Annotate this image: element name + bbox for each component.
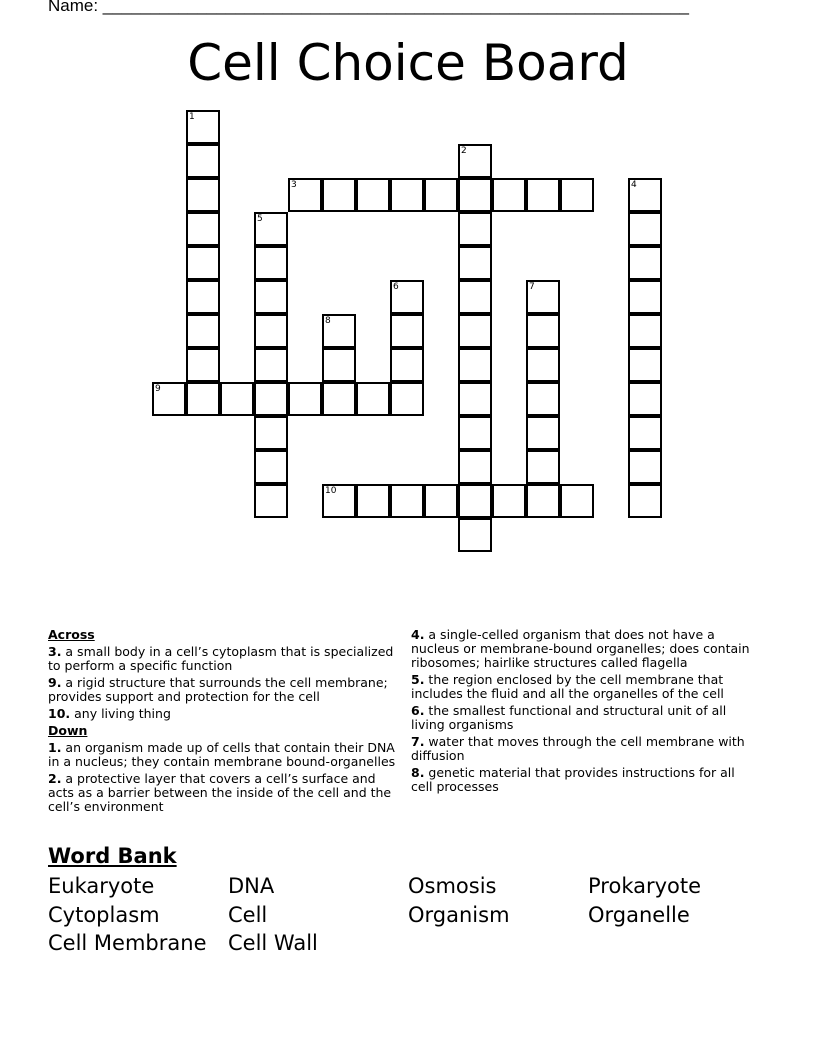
clue-down-1	[48, 741, 398, 769]
crossword-cell[interactable]	[254, 416, 288, 450]
word-bank-item: Prokaryote	[588, 874, 702, 898]
word-bank-item: Organelle	[588, 903, 690, 927]
crossword-cell[interactable]	[492, 178, 526, 212]
cell-number-label: 3	[291, 180, 297, 190]
word-bank-item: Cell Wall	[228, 931, 318, 955]
cell-number-label: 8	[325, 316, 331, 326]
crossword-cell[interactable]	[254, 246, 288, 280]
crossword-cell[interactable]	[356, 484, 390, 518]
cell-number-label: 1	[189, 112, 195, 122]
word-bank-item: Osmosis	[408, 874, 497, 898]
crossword-cell[interactable]	[458, 484, 492, 518]
cell-number-label: 9	[155, 384, 161, 394]
crossword-cell[interactable]	[458, 416, 492, 450]
crossword-cell[interactable]	[186, 144, 220, 178]
word-bank-item: Cell Membrane	[48, 931, 207, 955]
crossword-cell[interactable]	[322, 178, 356, 212]
crossword-cell[interactable]	[526, 450, 560, 484]
crossword-cell[interactable]	[424, 178, 458, 212]
clue-across-3	[48, 645, 398, 673]
clue-down-6	[411, 704, 756, 732]
crossword-cell[interactable]	[186, 348, 220, 382]
word-bank-item: Cell	[228, 903, 268, 927]
crossword-cell[interactable]	[254, 212, 288, 246]
crossword-cell[interactable]	[628, 450, 662, 484]
crossword-cell[interactable]	[390, 348, 424, 382]
clue-text: a protective layer that covers a cell’s surface and acts as a barrier between the inside of the cell and the cell’s environment	[48, 771, 392, 814]
crossword-cell[interactable]	[560, 484, 594, 518]
cell-number-label: 2	[461, 146, 467, 156]
crossword-cell[interactable]	[458, 450, 492, 484]
clue-text: water that moves through the cell membrane with diffusion	[411, 734, 745, 763]
crossword-cell[interactable]	[560, 178, 594, 212]
crossword-cell[interactable]	[322, 314, 356, 348]
crossword-cell[interactable]	[390, 314, 424, 348]
crossword-cell[interactable]	[254, 484, 288, 518]
word-bank-title: Word Bank	[48, 844, 177, 868]
clue-text: the smallest functional and structural unit of all living organisms	[411, 703, 727, 732]
crossword-cell[interactable]	[526, 314, 560, 348]
crossword-cell[interactable]	[254, 314, 288, 348]
crossword-cell[interactable]	[390, 178, 424, 212]
crossword-cell[interactable]	[322, 484, 356, 518]
word-bank-item: Organism	[408, 903, 510, 927]
crossword-cell[interactable]	[628, 484, 662, 518]
clues-left-column	[48, 628, 398, 817]
cell-number-label: 5	[257, 214, 263, 224]
clue-number: 2.	[48, 771, 62, 786]
cell-number-label: 10	[325, 486, 337, 496]
crossword-cell[interactable]	[322, 348, 356, 382]
crossword-cell[interactable]	[254, 450, 288, 484]
crossword-cell[interactable]	[254, 280, 288, 314]
clue-text: the region enclosed by the cell membrane that includes the fluid and all the organelles of the cell	[411, 672, 724, 701]
crossword-cell[interactable]	[458, 382, 492, 416]
crossword-cell[interactable]	[186, 280, 220, 314]
crossword-cell[interactable]	[526, 484, 560, 518]
clue-text: genetic material that provides instructions for all cell processes	[411, 765, 735, 794]
crossword-cell[interactable]	[526, 382, 560, 416]
crossword-cell[interactable]	[356, 382, 390, 416]
crossword-cell[interactable]	[492, 484, 526, 518]
crossword-cell[interactable]	[186, 314, 220, 348]
clue-down-2	[48, 772, 398, 814]
down-heading: Down	[48, 723, 88, 738]
crossword-cell[interactable]	[220, 382, 254, 416]
crossword-cell[interactable]	[254, 382, 288, 416]
crossword-cell[interactable]	[628, 246, 662, 280]
crossword-cell[interactable]	[628, 348, 662, 382]
clue-text: a rigid structure that surrounds the cell membrane; provides support and protection for the cell	[48, 675, 388, 704]
clue-text: a small body in a cell’s cytoplasm that is specialized to perform a specific function	[48, 644, 394, 673]
crossword-cell[interactable]	[458, 314, 492, 348]
crossword-cell[interactable]	[390, 484, 424, 518]
crossword-cell[interactable]	[628, 178, 662, 212]
clue-across-9	[48, 676, 398, 704]
crossword-cell[interactable]	[390, 280, 424, 314]
clue-number: 6.	[411, 703, 425, 718]
name-field-label: Name: ______________________________________________________________	[48, 0, 689, 15]
crossword-cell[interactable]	[458, 212, 492, 246]
word-bank-item: Cytoplasm	[48, 903, 160, 927]
crossword-cell[interactable]	[458, 178, 492, 212]
cell-number-label: 4	[631, 180, 637, 190]
crossword-cell[interactable]	[254, 348, 288, 382]
clue-text: any living thing	[70, 706, 171, 721]
crossword-cell[interactable]	[288, 382, 322, 416]
crossword-cell[interactable]	[186, 212, 220, 246]
crossword-cell[interactable]	[424, 484, 458, 518]
crossword-cell[interactable]	[628, 314, 662, 348]
crossword-cell[interactable]	[526, 348, 560, 382]
clue-number: 9.	[48, 675, 62, 690]
clue-down-5	[411, 673, 756, 701]
clue-down-4	[411, 628, 756, 670]
clue-number: 4.	[411, 627, 425, 642]
word-bank-item: DNA	[228, 874, 275, 898]
crossword-cell[interactable]	[288, 178, 322, 212]
crossword-cell[interactable]	[458, 348, 492, 382]
word-bank-item: Eukaryote	[48, 874, 155, 898]
cell-number-label: 6	[393, 282, 399, 292]
crossword-cell[interactable]	[390, 382, 424, 416]
clue-across-10	[48, 707, 398, 721]
clue-number: 7.	[411, 734, 425, 749]
clue-number: 3.	[48, 644, 62, 659]
crossword-cell[interactable]	[186, 382, 220, 416]
crossword-cell[interactable]	[628, 280, 662, 314]
crossword-cell[interactable]	[526, 178, 560, 212]
crossword-cell[interactable]	[628, 212, 662, 246]
crossword-cell[interactable]	[628, 416, 662, 450]
crossword-cell[interactable]	[186, 178, 220, 212]
crossword-cell[interactable]	[458, 518, 492, 552]
crossword-cell[interactable]	[356, 178, 390, 212]
clue-text: a single-celled organism that does not have a nucleus or membrane-bound organelles; does contain ribosomes; hairlike structures called flagella	[411, 627, 750, 670]
crossword-cell[interactable]	[526, 280, 560, 314]
clue-number: 8.	[411, 765, 425, 780]
crossword-cell[interactable]	[186, 246, 220, 280]
crossword-cell[interactable]	[186, 110, 220, 144]
cell-number-label: 7	[529, 282, 535, 292]
crossword-cell[interactable]	[458, 246, 492, 280]
crossword-cell[interactable]	[628, 382, 662, 416]
page-title: Cell Choice Board	[187, 34, 629, 92]
across-heading: Across	[48, 627, 95, 642]
clue-number: 10.	[48, 706, 71, 721]
crossword-cell[interactable]	[526, 416, 560, 450]
clue-down-7	[411, 735, 756, 763]
clue-number: 5.	[411, 672, 425, 687]
crossword-cell[interactable]	[458, 144, 492, 178]
clues-right-column	[411, 628, 756, 797]
clue-down-8	[411, 766, 756, 794]
crossword-cell[interactable]	[322, 382, 356, 416]
crossword-cell[interactable]	[152, 382, 186, 416]
clue-number: 1.	[48, 740, 62, 755]
clue-text: an organism made up of cells that contain their DNA in a nucleus; they contain membrane bound-organelles	[48, 740, 396, 769]
crossword-cell[interactable]	[458, 280, 492, 314]
